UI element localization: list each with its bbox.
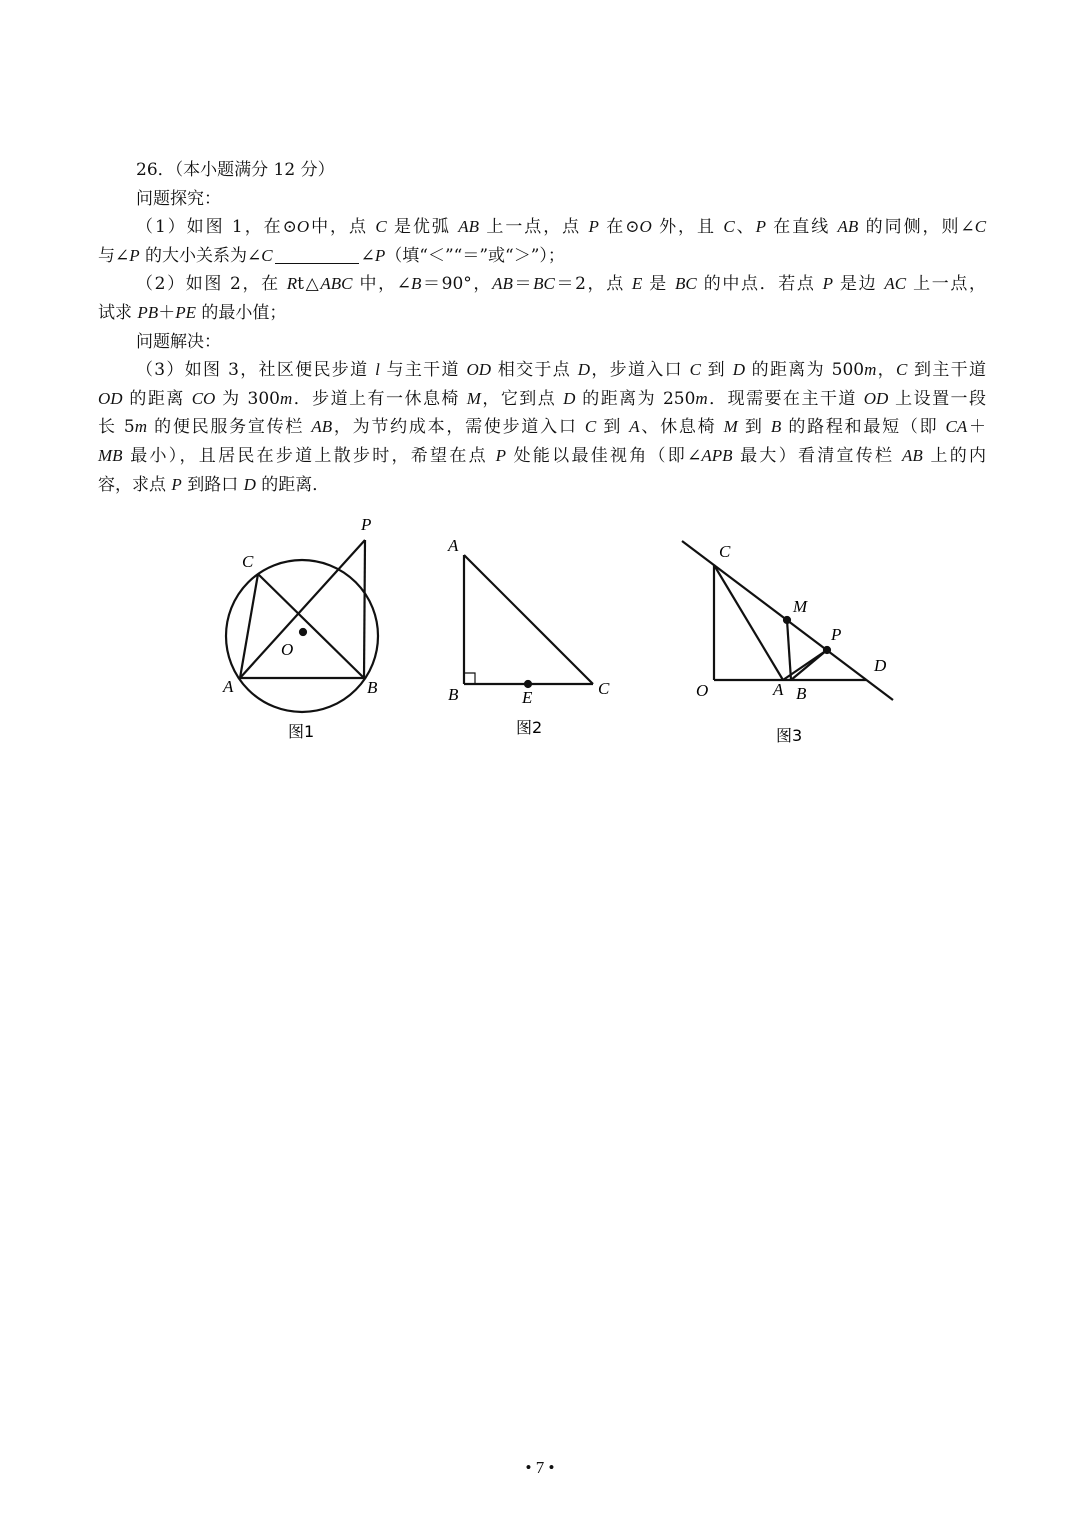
fig2-label-a: A	[448, 536, 459, 555]
fig3-label-a: A	[773, 680, 784, 699]
fig1-circle	[226, 560, 378, 712]
figure-2	[464, 555, 593, 687]
section-title-solving: 问题解决：	[136, 331, 221, 352]
fig2-right-angle-mark	[464, 673, 475, 684]
fig1-segment-pb	[364, 540, 365, 678]
fig3-point-m	[784, 617, 790, 623]
fig2-caption: 图2	[516, 718, 543, 737]
part1-line2: 与∠P 的大小关系为∠C ∠P（填“＜”“＝”或“＞”）；	[98, 245, 565, 266]
fig2-label-c: C	[598, 679, 610, 698]
part2-line1: （2）如图 2，在 Rt△ABC 中，∠B＝90°，AB＝BC＝2，点 E 是 BC 的中点．若点 P 是边 AC 上一点，	[136, 274, 986, 295]
fig1-segment-cb	[258, 574, 364, 678]
problem-number: 26．（本小题满分 12 分）	[136, 160, 335, 180]
fig3-label-o: O	[696, 681, 709, 700]
fig3-segment-ca	[714, 565, 783, 680]
fig1-label-o: O	[281, 640, 294, 659]
fig3-label-c: C	[719, 542, 731, 561]
fig2-side-ac	[464, 555, 593, 684]
fig3-label-m: M	[793, 597, 808, 616]
part3-line3: 长 5m 的便民服务宣传栏 AB，为节约成本，需使步道入口 C 到 A、休息椅 M 到 B 的路程和最短（即 CA＋	[98, 417, 987, 438]
fig1-caption: 图1	[288, 722, 315, 741]
fig3-segment-mb	[787, 620, 791, 680]
fig3-segment-bp	[791, 650, 827, 680]
part1-line1: （1）如图 1，在⊙O中，点 C 是优弧 AB 上一点，点 P 在⊙O 外，且 C、P 在直线 AB 的同侧，则∠C	[136, 217, 987, 238]
fig3-point-p	[824, 647, 830, 653]
fig3-label-p: P	[831, 625, 842, 644]
fig2-label-e: E	[522, 688, 533, 707]
fig3-label-d: D	[874, 656, 887, 675]
fig2-label-b: B	[448, 685, 459, 704]
fig1-label-a: A	[223, 677, 234, 696]
page-number: • 7 •	[525, 1458, 555, 1477]
part2-line2: 试求 PB＋PE 的最小值；	[98, 302, 287, 323]
part3-line4: MB 最小），且居民在步道上散步时，希望在点 P 处能以最佳视角（即∠APB 最大）看清宣传栏 AB 上的内	[98, 445, 987, 466]
fig2-point-e	[525, 681, 531, 687]
fig1-label-c: C	[242, 552, 254, 571]
fig3-caption: 图3	[776, 726, 803, 745]
fig1-center-dot	[300, 629, 306, 635]
part3-line1: （3）如图 3，社区便民步道 l 与主干道 OD 相交于点 D，步道入口 C 到 D 的距离为 500m，C 到主干道	[136, 360, 986, 381]
section-title-exploration: 问题探究：	[136, 188, 221, 209]
fig1-label-p: P	[361, 515, 372, 534]
part3-line5: 容，求点 P 到路口 D 的距离．	[98, 474, 330, 495]
figure-3	[682, 541, 893, 700]
fig1-label-b: B	[367, 678, 378, 697]
fig3-label-b: B	[796, 684, 807, 703]
part3-line2: OD 的距离 CO 为 300m．步道上有一休息椅 M，它到点 D 的距离为 250m．现需要在主干道 OD 上设置一段	[98, 388, 987, 409]
